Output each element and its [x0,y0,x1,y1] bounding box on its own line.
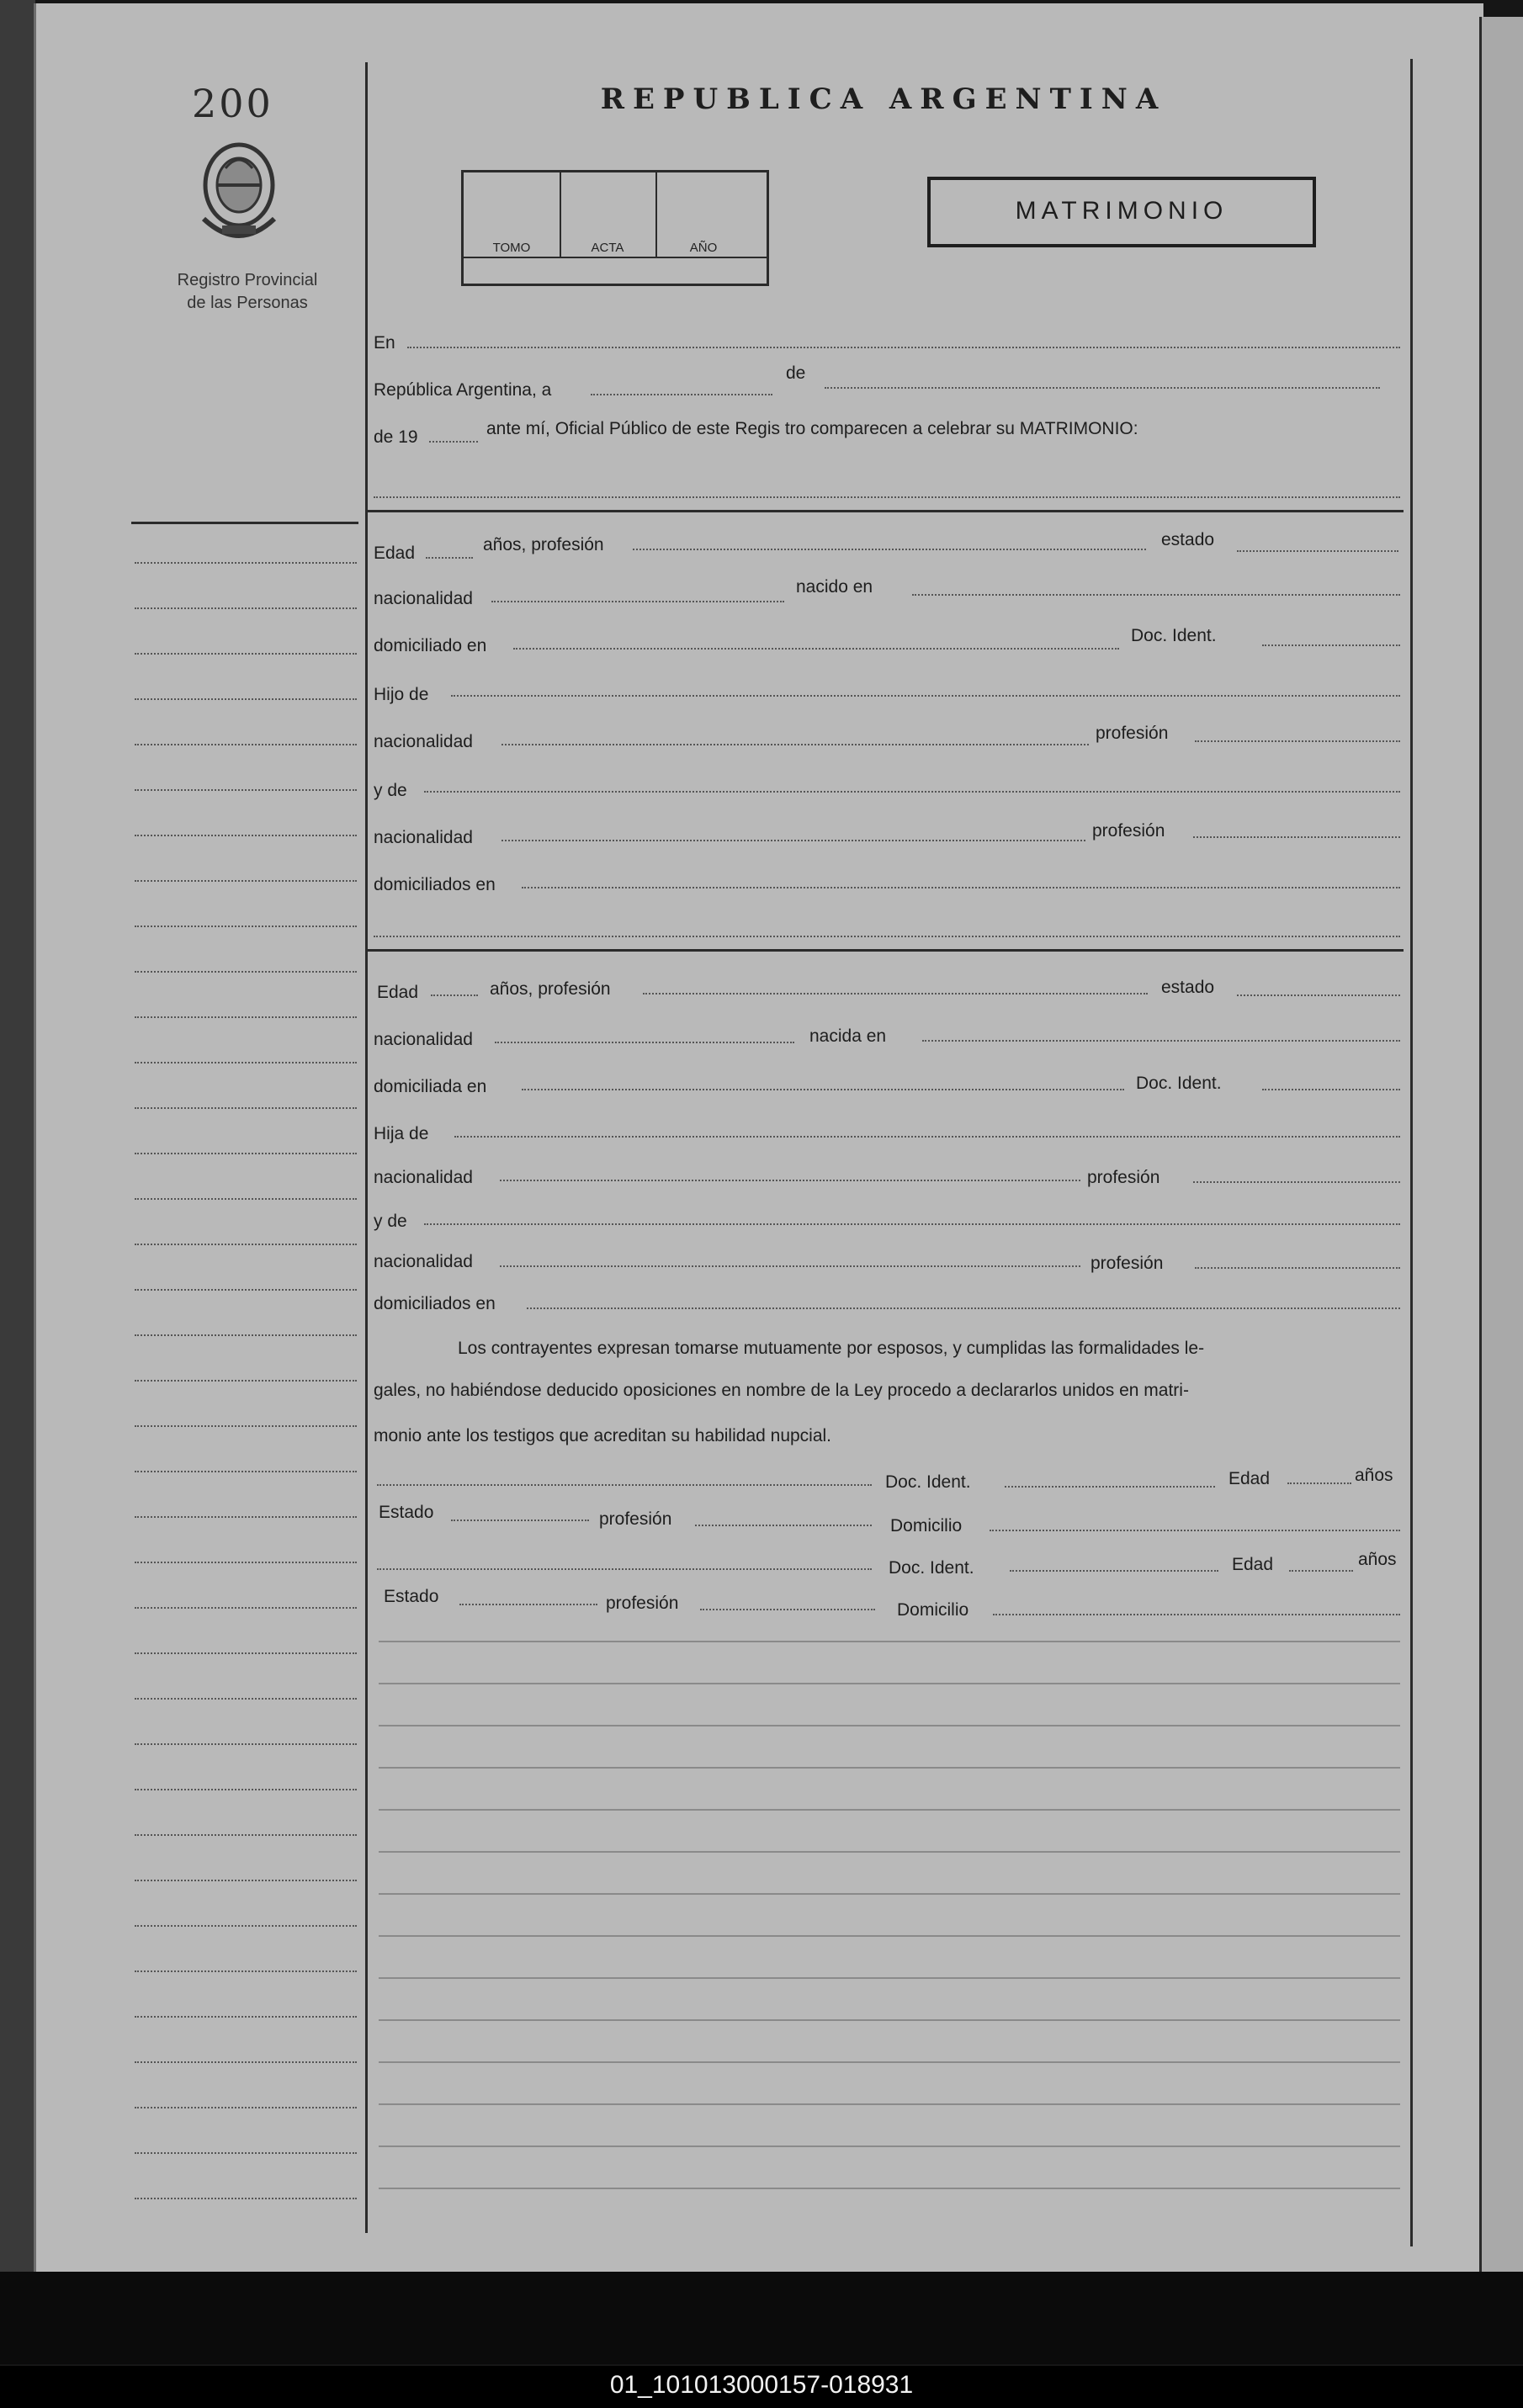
bride-father-nacionalidad-field[interactable] [500,1180,1080,1181]
declaration-line-2: gales, no habiéndose deducido oposiciones en nombre de la Ley procedo a declararlos unidos en matri- [374,1381,1189,1400]
margin-note-line[interactable] [135,1062,357,1063]
margin-note-line[interactable] [135,1880,357,1881]
groom-mother-profesion-label: profesión [1092,821,1165,841]
act-type-box [927,177,1316,247]
groom-edad-label: Edad [374,544,416,563]
groom-profesion-field[interactable] [633,549,1146,550]
en-field[interactable] [407,347,1400,348]
groom-nacionalidad-label: nacionalidad [374,589,473,608]
republica-label: República Argentina, a [374,380,552,400]
bride-father-profesion-label: profesión [1087,1168,1160,1187]
groom-parents-domicilio-field[interactable] [522,887,1400,888]
groom-doc-field[interactable] [1262,644,1400,646]
margin-note-line[interactable] [135,1652,357,1654]
bride-father-profesion-field[interactable] [1193,1181,1400,1183]
margin-note-line[interactable] [135,1698,357,1700]
margin-note-line[interactable] [135,1516,357,1518]
bride-age-field[interactable] [431,994,478,996]
margin-note-line[interactable] [135,1562,357,1563]
witness2-name-field[interactable] [377,1568,872,1570]
margin-note-line[interactable] [135,698,357,700]
groom-mother-nacionalidad-label: nacionalidad [374,828,473,847]
bride-nacionalidad-label: nacionalidad [374,1030,473,1049]
margin-note-line[interactable] [135,1425,357,1427]
tomo-label: TOMO [492,241,531,255]
witness2-doc-field[interactable] [1010,1570,1218,1572]
witness2-domicilio-label: Domicilio [897,1600,969,1620]
margin-note-line[interactable] [135,926,357,927]
observation-line[interactable] [379,1809,1400,1811]
acta-cell[interactable] [560,172,657,258]
next-page-edge [1479,17,1523,2272]
de19-label: de 19 [374,427,418,447]
groom-hijo-de-label: Hijo de [374,685,429,704]
bride-nacionalidad-field[interactable] [495,1042,794,1043]
groom-father-profesion-field[interactable] [1195,740,1400,742]
bride-edad-label: Edad [377,983,419,1002]
margin-note-line[interactable] [135,1925,357,1927]
witness2-age-field[interactable] [1289,1570,1353,1572]
bride-father-field[interactable] [454,1136,1400,1138]
reference-box-line [464,257,767,258]
margin-note-line[interactable] [135,1198,357,1200]
margin-note-line[interactable] [135,1153,357,1154]
witness1-doc-label: Doc. Ident. [885,1472,971,1492]
day-field[interactable] [591,394,772,395]
groom-domiciliado-label: domiciliado en [374,636,487,655]
groom-anos-profesion-label: años, profesión [483,535,604,554]
observation-line[interactable] [379,1851,1400,1853]
registry-name-line1: Registro Provincial [177,271,318,289]
section-divider-2 [367,949,1404,952]
margin-note-line[interactable] [135,1789,357,1790]
intro-blank-field[interactable] [374,496,1400,498]
groom-estado-label: estado [1161,530,1215,549]
bride-domicilio-field[interactable] [522,1089,1124,1090]
margin-note-line[interactable] [135,1743,357,1745]
bride-father-nacionalidad-label: nacionalidad [374,1168,473,1187]
ano-cell[interactable] [655,172,751,258]
margin-note-line[interactable] [135,1107,357,1109]
margin-note-line[interactable] [135,835,357,836]
de-label: de [786,363,806,383]
groom-blank-field[interactable] [374,936,1400,937]
groom-father-profesion-label: profesión [1096,724,1169,743]
groom-father-field[interactable] [451,695,1400,697]
act-type: MATRIMONIO [1015,197,1228,225]
margin-note-line[interactable] [135,2016,357,2018]
declaration-line-1: Los contrayentes expresan tomarse mutuamente por esposos, y cumplidas las formalidades le- [458,1339,1205,1358]
observation-line[interactable] [379,1725,1400,1726]
groom-y-de-label: y de [374,781,407,800]
declaration-line-3: monio ante los testigos que acreditan su habilidad nupcial. [374,1426,832,1445]
image-id-label: 01_101013000157-018931 [609,2371,914,2399]
margin-divider [131,522,358,524]
month-field[interactable] [825,387,1380,389]
margin-note-line[interactable] [135,2107,357,2108]
groom-age-field[interactable] [426,557,473,559]
bride-nacida-en-label: nacida en [809,1026,887,1046]
bride-parents-domicilio-field[interactable] [527,1307,1400,1309]
margin-note-line[interactable] [135,1471,357,1472]
coat-of-arms-icon [192,135,286,252]
margin-note-line[interactable] [135,1380,357,1382]
margin-note-line[interactable] [135,607,357,609]
margin-note-line[interactable] [135,1289,357,1291]
register-page [34,3,1483,2275]
intro-statement: ante mí, Oficial Público de este Regis tro comparecen a celebrar su MATRIMONIO: [486,419,1138,438]
bride-y-de-label: y de [374,1212,407,1231]
witness2-profesion-field[interactable] [700,1609,875,1610]
margin-note-line[interactable] [135,2061,357,2063]
margin-note-line[interactable] [135,653,357,655]
margin-note-line[interactable] [135,562,357,564]
bride-nacida-field[interactable] [922,1040,1400,1042]
observation-line[interactable] [379,1683,1400,1684]
column-divider [365,62,368,2233]
groom-domicilio-field[interactable] [513,648,1119,650]
margin-note-line[interactable] [135,1016,357,1018]
bride-mother-profesion-field[interactable] [1195,1267,1400,1269]
country-title: REPUBLICA ARGENTINA [600,82,1167,116]
margin-note-line[interactable] [135,971,357,973]
year-field[interactable] [429,441,478,443]
bride-doc-ident-label: Doc. Ident. [1136,1074,1222,1093]
margin-note-line[interactable] [135,1970,357,1972]
observation-line[interactable] [379,1641,1400,1642]
ano-label: AÑO [689,241,718,255]
witness1-name-field[interactable] [377,1484,872,1486]
margin-note-line[interactable] [135,1334,357,1336]
margin-note-line[interactable] [135,789,357,791]
observation-line[interactable] [379,2145,1400,2147]
registry-name-line2: de las Personas [187,294,308,312]
bride-estado-field[interactable] [1237,994,1400,996]
bride-mother-nacionalidad-label: nacionalidad [374,1252,473,1271]
section-divider-1 [367,510,1404,512]
witness2-estado-field[interactable] [459,1604,597,1605]
book-spine [0,0,35,2272]
observation-line[interactable] [379,1977,1400,1979]
groom-father-nacionalidad-field[interactable] [501,744,1089,745]
groom-mother-nacionalidad-field[interactable] [501,840,1085,841]
witness1-age-field[interactable] [1287,1482,1351,1484]
margin-note-line[interactable] [135,1834,357,1836]
observation-line[interactable] [379,2061,1400,2063]
witness2-profesion-label: profesión [606,1594,679,1613]
tomo-cell[interactable] [464,172,561,258]
witness2-estado-label: Estado [384,1587,439,1606]
witness1-profesion-field[interactable] [695,1525,872,1526]
reference-box [461,170,769,286]
observation-line[interactable] [379,1935,1400,1937]
bride-mother-profesion-label: profesión [1091,1254,1164,1273]
witness2-edad-label: Edad [1232,1555,1274,1574]
groom-nacionalidad-field[interactable] [491,601,784,602]
witness1-estado-label: Estado [379,1503,434,1522]
margin-note-line[interactable] [135,1607,357,1609]
bride-hija-de-label: Hija de [374,1124,429,1143]
right-margin-line [1410,59,1413,2246]
groom-estado-field[interactable] [1237,550,1398,552]
bride-doc-field[interactable] [1262,1089,1400,1090]
groom-doc-ident-label: Doc. Ident. [1131,626,1217,645]
en-label: En [374,333,395,353]
margin-note-line[interactable] [135,880,357,882]
groom-mother-field[interactable] [424,791,1400,793]
bride-estado-label: estado [1161,978,1215,997]
bride-domiciliados-label: domiciliados en [374,1294,496,1313]
groom-father-nacionalidad-label: nacionalidad [374,732,473,751]
witness1-domicilio-field[interactable] [990,1530,1400,1531]
witness1-domicilio-label: Domicilio [890,1516,963,1535]
witness1-profesion-label: profesión [599,1509,672,1529]
bride-mother-field[interactable] [424,1223,1400,1225]
observation-line[interactable] [379,2019,1400,2021]
witness1-anos-label: años [1355,1466,1393,1485]
margin-note-line[interactable] [135,744,357,745]
margin-note-line[interactable] [135,1244,357,1245]
page-number: 200 [192,81,273,126]
margin-note-line[interactable] [135,2198,357,2199]
witness2-domicilio-field[interactable] [993,1614,1400,1615]
scan-background [0,2272,1523,2364]
groom-domiciliados-label: domiciliados en [374,875,496,894]
bride-mother-nacionalidad-field[interactable] [500,1265,1080,1267]
observation-line[interactable] [379,2188,1400,2189]
witness2-doc-label: Doc. Ident. [889,1558,974,1578]
groom-nacido-field[interactable] [912,594,1400,596]
bride-domiciliada-label: domiciliada en [374,1077,487,1096]
observation-line[interactable] [379,1893,1400,1895]
witness2-anos-label: años [1358,1550,1397,1569]
observation-line[interactable] [379,2103,1400,2105]
groom-mother-profesion-field[interactable] [1193,836,1400,838]
registry-name [155,269,340,315]
acta-label: ACTA [591,241,624,255]
witness1-estado-field[interactable] [451,1520,589,1521]
bride-profesion-field[interactable] [643,993,1148,994]
groom-nacido-en-label: nacido en [796,577,873,597]
bride-anos-profesion-label: años, profesión [490,979,611,999]
observation-line[interactable] [379,1767,1400,1769]
margin-note-line[interactable] [135,2152,357,2154]
witness1-doc-field[interactable] [1005,1486,1215,1488]
witness1-edad-label: Edad [1228,1469,1271,1488]
